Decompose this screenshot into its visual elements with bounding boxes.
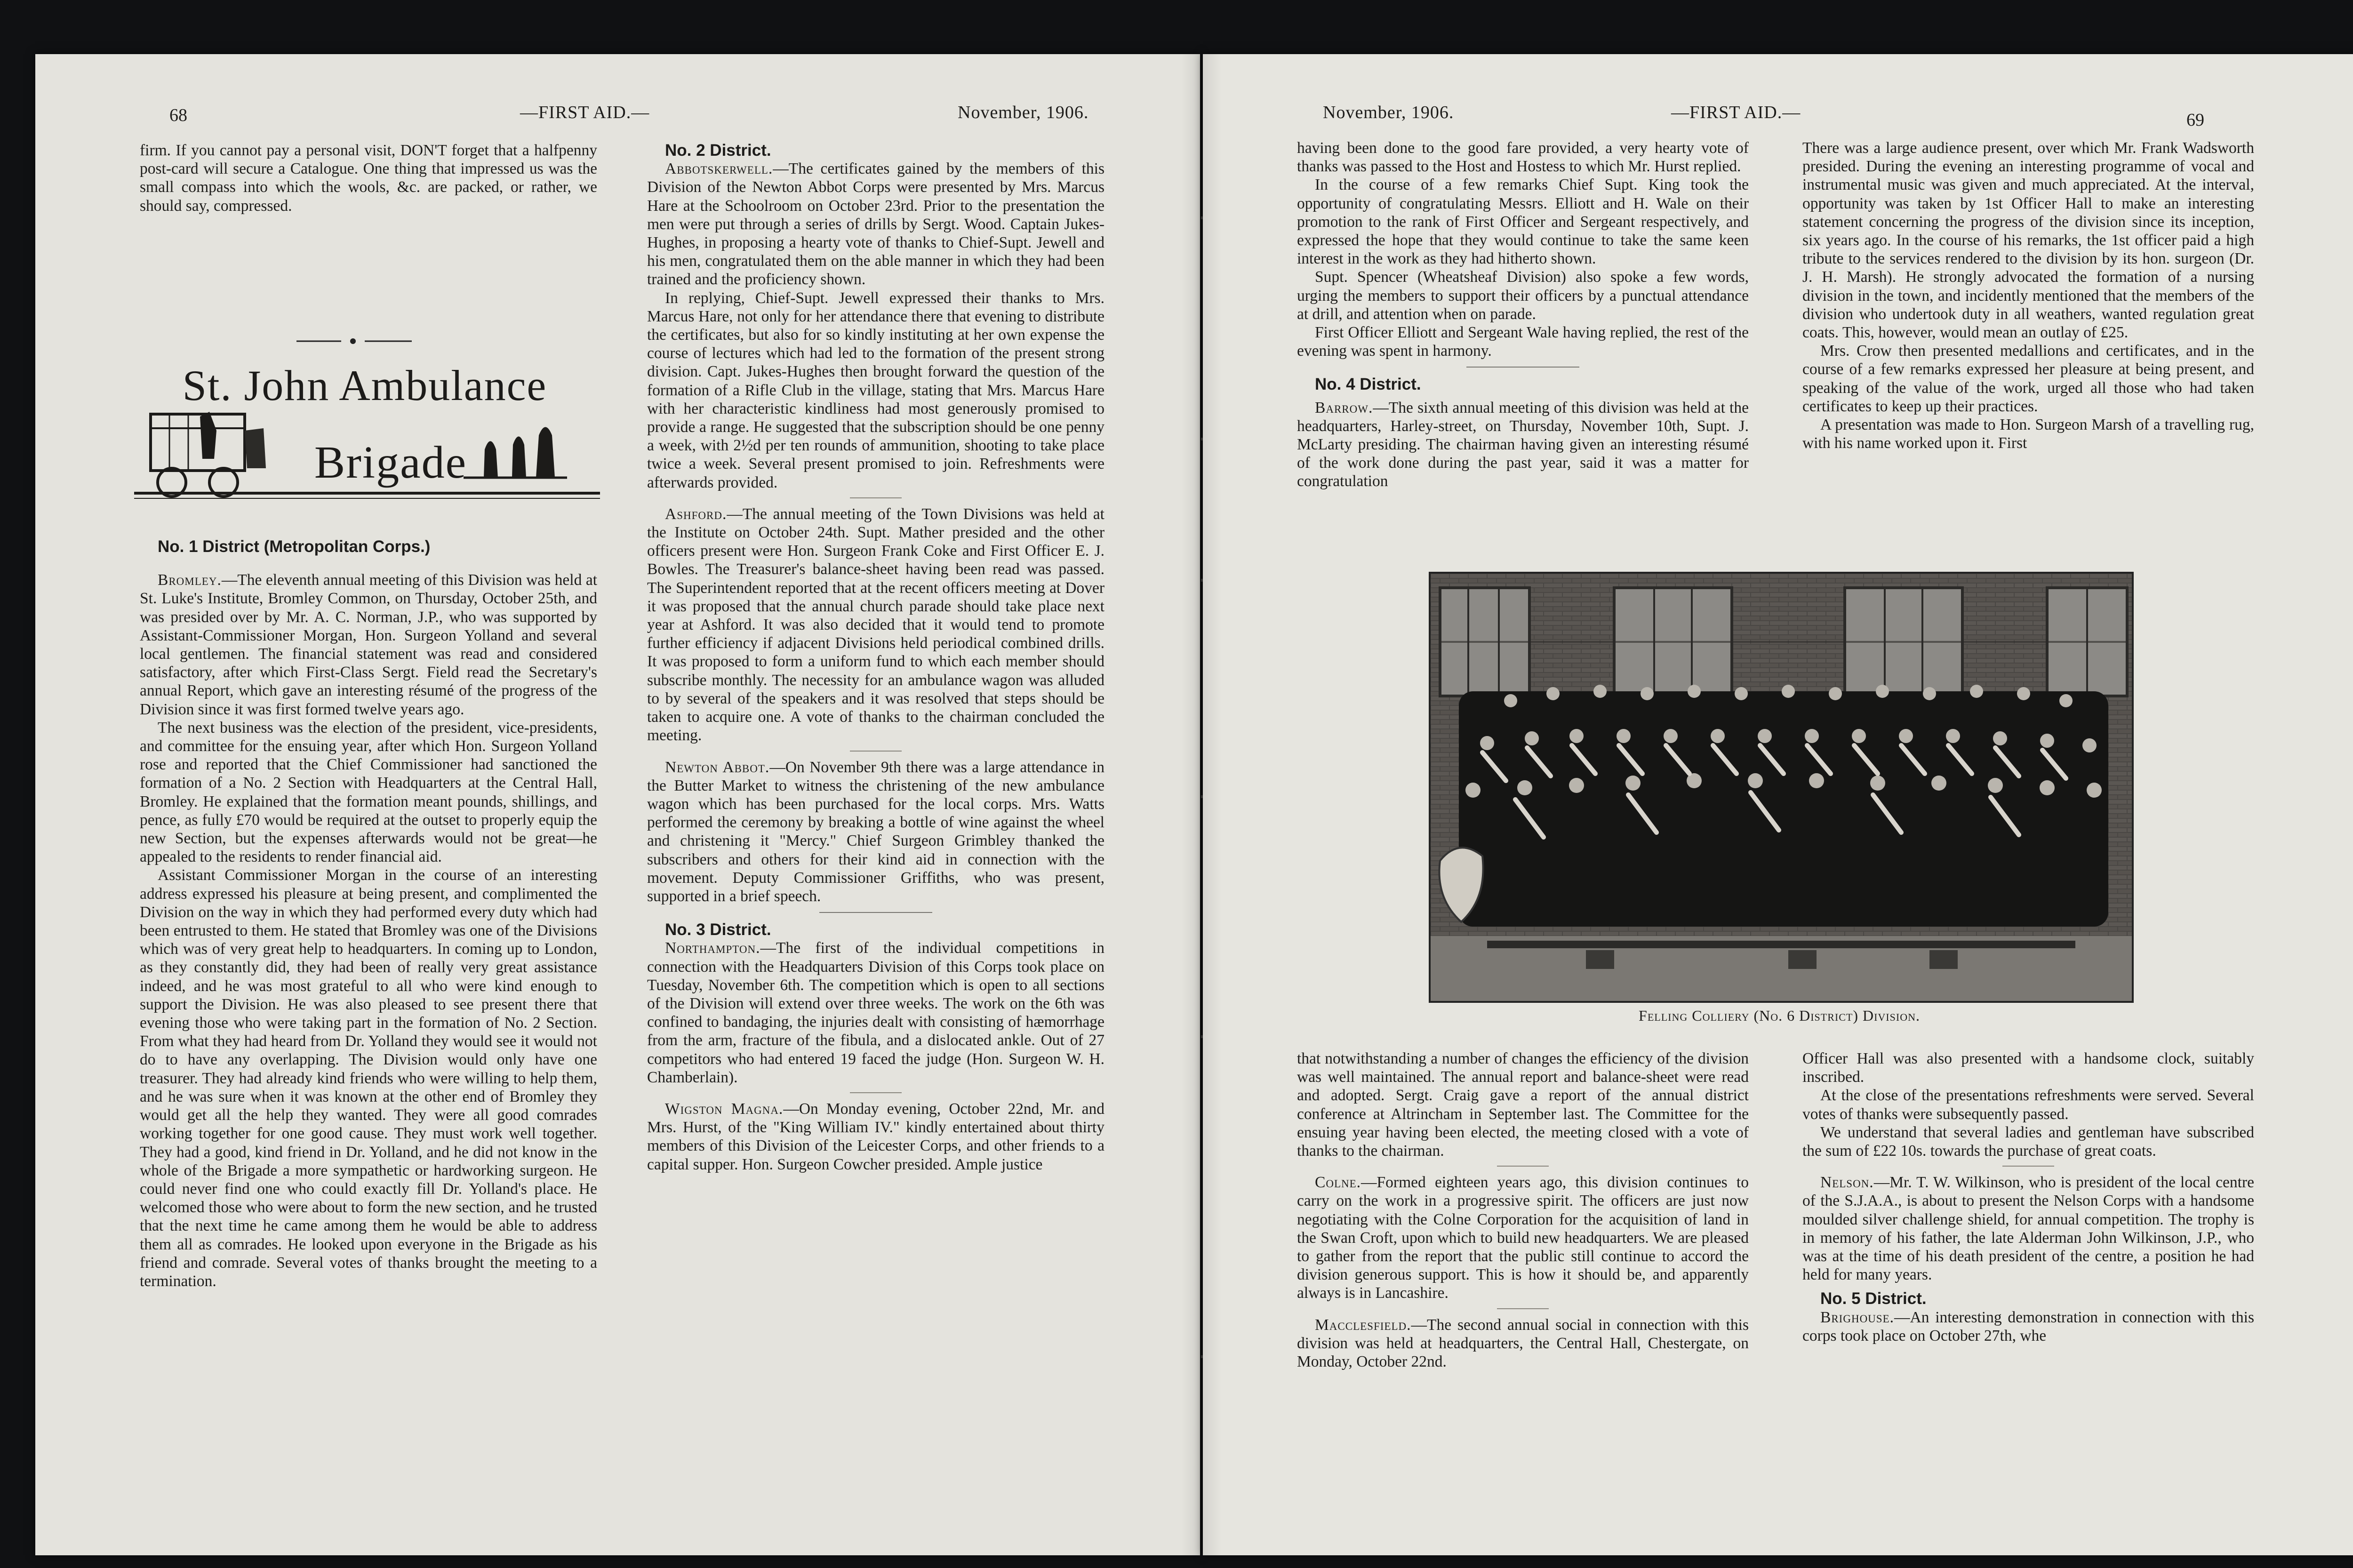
paragraph: Ashford.—The annual meeting of the Town Divisions was held at the Institute on October 24th. Supt. Mather presided and the other officers present were Hon. Surgeon Frank Coke and First Officer E. J. Bowles. The Treasurer's balance-sheet having been read was passed. The Superintendent reported that at the recent officers meeting at Dover it was proposed that the annual church parade should take place next year at Ashford. It was also decided that it would tend to promote further efficiency if adjacent Divisions held periodical combined drills. It was proposed to form a uniform fund to which each member should subscribe monthly. The necessity for an ambulance wagon was alluded to by several of the speakers and it was resolved that steps should be taken to acquire one. A vote of thanks to the chairman concluded the meeting. <box>647 505 1104 744</box>
column-1 <box>140 141 597 215</box>
place-name: Barrow. <box>1315 399 1373 416</box>
paragraph: firm. If you cannot pay a personal visit, DON'T forget that a halfpenny post-card will secure a Catalogue. One thing that impressed us was the small compass into which the wools, &c. are packed, or rather, we should say, compressed. <box>140 142 597 215</box>
section-rule <box>1466 367 1579 368</box>
paragraph: having been done to the good fare provided, a very hearty vote of thanks was passed to the Host and Hostess to which Mr. Hurst replied. <box>1297 139 1749 176</box>
paragraph: Officer Hall was also presented with a handsome clock, suitably inscribed. <box>1802 1050 2254 1086</box>
paragraph: Colne.—Formed eighteen years ago, this division continues to carry on the work in a progressive spirit. The officers are just now negotiating with the Colne Corporation for the acquisition of land in the Swan Croft, upon which to build new headquarters. We are pleased to gather from the report that the public still continue to accord the division generous support. This is how it should be, and apparently always is in Lancashire. <box>1297 1174 1749 1302</box>
separator <box>850 751 902 752</box>
separator <box>1497 1308 1549 1309</box>
paragraph: Nelson.—Mr. T. W. Wilkinson, who is president of the local centre of the S.J.A.A., is about to present the Nelson Corps with a handsome moulded silver challenge shield, for annual competition. The trophy is in memory of his father, the late Alderman John Wilkinson, J.P., who was at the time of his death president of the centre, a position he had held for many years. <box>1802 1174 2254 1284</box>
separator <box>850 1092 902 1093</box>
paragraph: At the close of the presentations refreshments were served. Several votes of thanks were subsequently passed. <box>1802 1087 2254 1123</box>
place-name: Abbotskerwell. <box>665 160 773 178</box>
column-3 <box>1297 139 1749 491</box>
group-photograph <box>1429 572 2134 1003</box>
paragraph: that notwithstanding a number of changes the efficiency of the division was well maintained. The annual report and balance-sheet were read and adopted. Sergt. Craig gave a report of the annual district conference at Altrincham in September last. The Committee for the ensuing year having been elected, the meeting closed with a vote of thanks to the chairman. <box>1297 1050 1749 1160</box>
paragraph: The next business was the election of the president, vice-presidents, and committee for the ensuing year, after which Hon. Surgeon Yolland rose and reported that the Chief Commissioner had sanctioned the formation of a No. 2 Section with Headquarters at the Central Hall, Bromley. He explained that the formation meant pounds, shillings, and pence, as fully £70 would be required at the outset to properly equip the new Section, but the expenses afterwards would not be great—he appealed to the residents to render financial aid. <box>140 719 597 866</box>
paragraph: Supt. Spencer (Wheatsheaf Division) also spoke a few words, urging the members to support their officers by a punctual attendance at drill, and attention when on parade. <box>1297 268 1749 323</box>
page-number: 69 <box>2186 110 2204 130</box>
paragraph: Northampton.—The first of the individual competitions in connection with the Headquarters Division of this Corps took place on Tuesday, November 6th. The competition which is open to all sections of the Division will extend over three weeks. The work on the 6th was confined to bandaging, the injuries dealt with consisting of hæmorrhage from the arm, fracture of the fibula, and a dislocated ankle. Out of 27 competitors who had entered 19 faced the judge (Hon. Surgeon W. H. Chamberlain). <box>647 939 1104 1086</box>
district-heading: No. 1 District (Metropolitan Corps.) <box>158 537 431 556</box>
place-name: Colne. <box>1315 1174 1361 1192</box>
column-4 <box>1802 139 2254 452</box>
district-heading: No. 5 District. <box>1820 1289 1927 1308</box>
st-john-ambulance-brigade-logo <box>134 336 600 508</box>
logo-text-top: St. John Ambulance <box>182 361 547 409</box>
paragraph: Wigston Magna.—On Monday evening, October 22nd, Mr. and Mrs. Hurst, of the "King William IV." kindly entertained about thirty members of this Division of the Leicester Corps, and other friends to a capital supper. Hon. Surgeon Cowcher presided. Ample justice <box>647 1100 1104 1173</box>
paragraph: Barrow.—The sixth annual meeting of this division was held at the headquarters, Harley-street, on Thursday, November 10th, Supt. J. McLarty presiding. The chairman having given an interesting résumé of the work done during the past year, said it was a matter for congratulation <box>1297 399 1749 490</box>
place-name: Wigston Magna. <box>665 1100 784 1118</box>
paragraph: There was a large audience present, over which Mr. Frank Wadsworth presided. During the evening an interesting programme of vocal and instrumental music was given and much appreciated. At the interval, opportunity was taken by 1st Officer Hall to make an interesting statement concerning the progress of the division since its inception, six years ago. In the course of his remarks, the 1st officer paid a high tribute to the services rendered to the division by its hon. surgeon (Dr. J. H. Marsh). He strongly advocated the formation of a nursing division in the town, and incidently mentioned that the members of the division who undertook duty in all weathers, wanted regulation great coats. This, however, would mean an outlay of £25. <box>1802 139 2254 342</box>
paragraph: Brighouse.—An interesting demonstration in connection with this corps took place on October 27th, whe <box>1802 1308 2254 1344</box>
district-heading: No. 4 District. <box>1315 375 1421 394</box>
running-header-title: —FIRST AID.— <box>520 103 650 122</box>
paragraph: Assistant Commissioner Morgan in the course of an interesting address expressed his pleasure at being present, and complimented the Division on the way in which they had performed every duty which had been entrusted to them. He stated that Bromley was one of the Divisions which was of very great help to headquarters. In coming up to London, as they constantly did, they had been of really very great assistance indeed, and he was most grateful to all who were kind enough to support the Division. He was also pleased to see present there that evening those who were taking part in the formation of No. 2 Section. From what they had heard from Dr. Yolland they would see it would not do to have any overlapping. The Division would only have one treasurer. They had already kind friends who were willing to help them, and he was sure when it was known at the other end of Bromley they would get all the help they wanted. They were all good comrades working together for one good cause. They must work well together. They had a good, kind friend in Dr. Yolland, and he did not know in the whole of the Brigade a more sympathetic or hardworking surgeon. He could never find one who could exactly fill Dr. Yolland's place. He welcomed those who were about to form the new section, and he trusted that the next time he came among them he would be able to address them all as comrades. He looked upon everyone in the Brigade as his friend and comrade. Several votes of thanks brought the meeting to a termination. <box>140 866 597 1290</box>
logo-text-bottom: Brigade <box>314 437 467 488</box>
place-name: Bromley. <box>158 571 222 589</box>
running-header-date: November, 1906. <box>958 103 1089 122</box>
paragraph: In replying, Chief-Supt. Jewell expressed their thanks to Mrs. Marcus Hare, not only for her attendance there that evening to distribute the certificates, but also for so kindly instituting at her own expense the course of lectures which had led to the formation of the present strong division. Capt. Jukes-Hughes then brought forward the question of the formation of a Rifle Club in the village, stating that Mrs. Marcus Hare with her characteristic kindliness had most generously promised to provide a range. He suggested that the subscription should be one penny a week, with 2½d per ten rounds of ammunition, shooting to take place twice a week. Several present promised to join. Refreshments were afterwards provided. <box>647 289 1104 491</box>
separator <box>850 497 902 498</box>
photo-caption: Felling Colliery (No. 6 District) Division. <box>1639 1007 1920 1024</box>
gutter-shadow <box>1203 54 1222 1555</box>
section-rule <box>819 912 932 913</box>
place-name: Nelson. <box>1820 1174 1874 1192</box>
gutter-shadow <box>1181 54 1200 1555</box>
paragraph: Macclesfield.—The second annual social in connection with this division was held at headquarters, the Central Hall, Chestergate, on Monday, October 22nd. <box>1297 1316 1749 1371</box>
column-5 <box>1297 1049 1749 1371</box>
running-header-date: November, 1906. <box>1323 103 1454 122</box>
page-number: 68 <box>169 105 187 125</box>
district-heading: No. 2 District. <box>665 141 771 160</box>
left-page <box>35 54 1200 1555</box>
paragraph: We understand that several ladies and gentleman have subscribed the sum of £22 10s. towards the purchase of great coats. <box>1802 1123 2254 1160</box>
separator <box>2002 1166 2054 1167</box>
running-header-title: —FIRST AID.— <box>1671 103 1801 122</box>
paragraph: First Officer Elliott and Sergeant Wale having replied, the rest of the evening was spent in harmony. <box>1297 324 1749 360</box>
paragraph: Newton Abbot.—On November 9th there was a large attendance in the Butter Market to witness the christening of the new ambulance wagon which has been purchased for the local corps. Mrs. Watts performed the ceremony by breaking a bottle of wine against the wheel and christening it "Mercy." Chief Surgeon Grimbley thanked the subscribers and others for their kind aid in connection with the movement. Deputy Commissioner Griffiths, who was present, supported in a brief speech. <box>647 758 1104 905</box>
place-name: Brighouse. <box>1820 1308 1894 1326</box>
right-page <box>1203 54 2353 1555</box>
place-name: Newton Abbot. <box>665 758 770 776</box>
paragraph: In the course of a few remarks Chief Supt. King took the opportunity of congratulating Messrs. Elliott and H. Wale on their promotion to the rank of First Officer and Sergeant respectively, and expressed the hope that they would continue to take the same keen interest in the work as they had hitherto shown. <box>1297 176 1749 268</box>
place-name: Macclesfield. <box>1315 1316 1411 1334</box>
separator <box>1497 1166 1549 1167</box>
paragraph: Bromley.—The eleventh annual meeting of this Division was held at St. Luke's Institute, Bromley Common, on Thursday, October 25th, and was presided over by Mr. A. C. Norman, J.P., who was supported by Assistant-Commissioner Morgan, Hon. Surgeon Yolland and several local gentlemen. The financial statement was read and considered satisfactory, after which First-Class Sergt. Field read the Secretary's annual Report, which gave an interesting résumé of the progress of the Division since it was first formed twelve years ago. <box>140 571 597 718</box>
column-2 <box>647 141 1104 1174</box>
district-heading: No. 3 District. <box>665 920 771 939</box>
place-name: Ashford. <box>665 505 727 523</box>
paragraph: Abbotskerwell.—The certificates gained by the members of this Division of the Newton Abbot Corps were presented by Mrs. Marcus Hare at the Schoolroom on October 23rd. Prior to the presentation the men were put through a series of drills by Sergt. Wood. Captain Jukes-Hughes, in proposing a hearty vote of thanks to Chief-Supt. Jewell and his men, congratulated them on the able manner in which they had been trained and the proficiency shown. <box>647 160 1104 288</box>
column-1-continued <box>140 537 597 1290</box>
column-6 <box>1802 1049 2254 1345</box>
paragraph: A presentation was made to Hon. Surgeon Marsh of a travelling rug, with his name worked upon it. First <box>1802 416 2254 452</box>
place-name: Northampton. <box>665 939 760 957</box>
paragraph: Mrs. Crow then presented medallions and certificates, and in the course of a few remarks expressed her pleasure at being present, and speaking of the value of the work, urged all those who had taken certificates to keep up their practices. <box>1802 342 2254 415</box>
